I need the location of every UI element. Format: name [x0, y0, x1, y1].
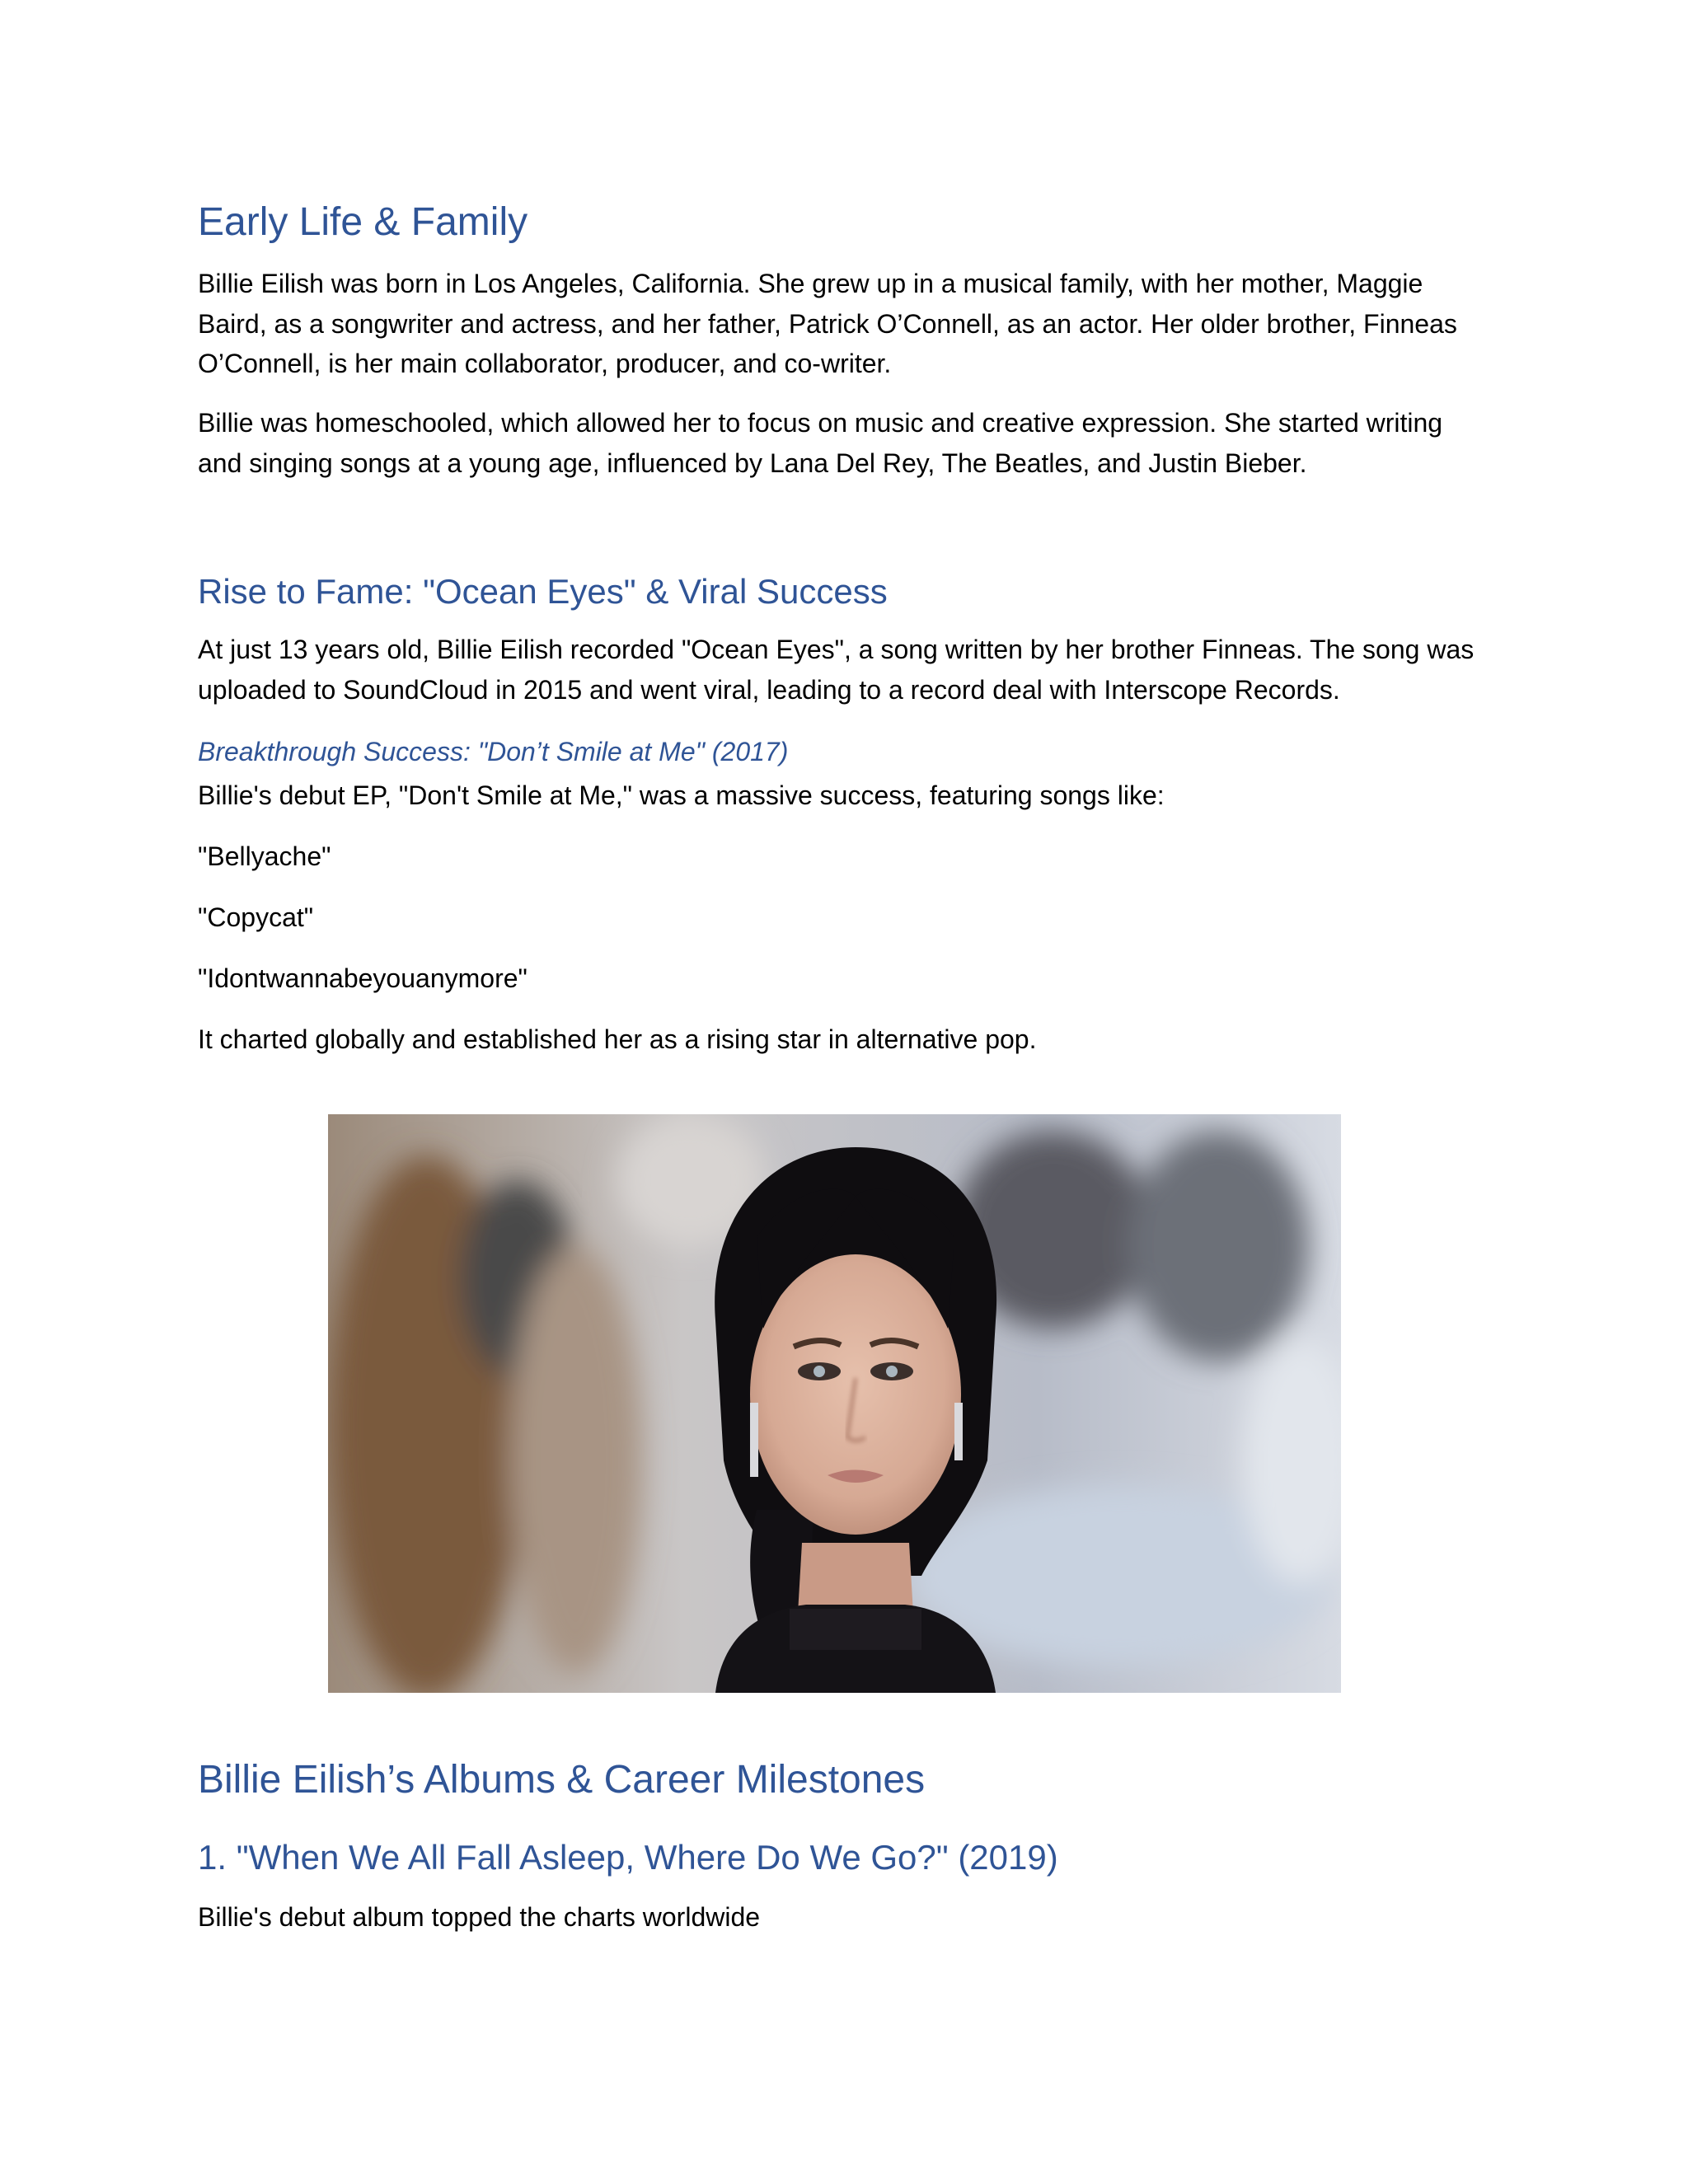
list-item-song: "Bellyache" — [198, 841, 331, 871]
subheading-breakthrough: Breakthrough Success: "Don’t Smile at Me" (2017) — [198, 737, 789, 766]
paragraph-rise-1: At just 13 years old, Billie Eilish recorded "Ocean Eyes", a song written by her brother Finneas. The song was uploaded to SoundCloud in 2015 and went viral, leading to a record deal with Interscope Records. — [198, 635, 1475, 705]
paragraph-album-1: Billie's debut album topped the charts worldwide — [198, 1902, 761, 1932]
list-item-song: "Idontwannabeyouanymore" — [198, 963, 528, 993]
paragraph-early-life-1: Billie Eilish was born in Los Angeles, California. She grew up in a musical family, with her mother, Maggie Baird, as a songwriter and actress, and her father, Patrick O’Connell, as an actor. Her older brother, Finneas O’Connell, is her main collaborator, producer, and co-writer. — [198, 269, 1457, 378]
paragraph-rise-2: Billie's debut EP, "Don't Smile at Me," was a massive success, featuring songs like: — [198, 780, 1165, 810]
heading-rise-to-fame: Rise to Fame: "Ocean Eyes" & Viral Success — [198, 572, 888, 611]
heading-albums: Billie Eilish’s Albums & Career Milestones — [198, 1758, 926, 1802]
paragraph-rise-3: It charted globally and established her as a rising star in alternative pop. — [198, 1024, 1037, 1054]
heading-early-life: Early Life & Family — [198, 200, 528, 244]
list-item-song: "Copycat" — [198, 902, 314, 932]
heading-album-1: 1. "When We All Fall Asleep, Where Do We Go?" (2019) — [198, 1838, 1058, 1877]
paragraph-early-life-2: Billie was homeschooled, which allowed her to focus on music and creative expression. She started writing and singing songs at a young age, influenced by Lana Del Rey, The Beatles, and Justin Bieber. — [198, 408, 1443, 478]
portrait-photo — [328, 1114, 1341, 1693]
